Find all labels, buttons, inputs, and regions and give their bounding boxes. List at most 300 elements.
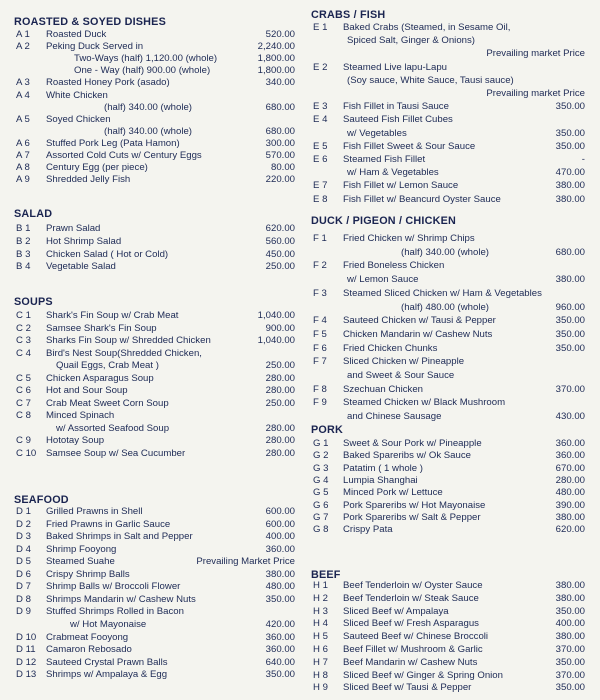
menu-item-row: [313, 141, 585, 153]
item-code: H 7: [313, 656, 328, 668]
item-price: 450.00: [265, 248, 295, 260]
item-code: G 2: [313, 450, 329, 462]
item-name: Fried Chicken w/ Shrimp Chips: [343, 233, 475, 244]
menu-item-row: [16, 138, 295, 150]
menu-item-row: [313, 682, 585, 694]
menu-item-row: [16, 632, 295, 644]
item-price: 1,800.00: [257, 65, 295, 77]
item-detail: Spiced Salt, Ginger & Onions): [347, 35, 475, 47]
item-price: 600.00: [265, 518, 295, 530]
item-code: C 5: [16, 372, 31, 384]
item-name: Shredded Jelly Fish: [46, 174, 131, 186]
item-code: C 6: [16, 385, 31, 396]
item-code: A 2: [16, 41, 30, 53]
item-name: Shrimps Mandarin w/ Cashew Nuts: [46, 593, 196, 605]
menu-item-row: [16, 594, 295, 606]
item-code: A 5: [16, 113, 30, 125]
item-price: 350.00: [555, 605, 585, 617]
menu-item-row: [313, 101, 585, 113]
item-detail: (half) 480.00 (whole): [401, 301, 489, 313]
item-code: D 10: [16, 631, 37, 643]
item-code: D 12: [16, 656, 37, 668]
item-detail: w/ Assorted Seafood Soup: [56, 422, 170, 434]
item-price: 370.00: [555, 669, 585, 681]
item-code: E 3: [313, 101, 328, 113]
menu-item-row: [16, 544, 295, 556]
item-detail: w/ Ham & Vegetables: [347, 167, 439, 179]
menu-item-row: [313, 62, 585, 74]
section-title: SEAFOOD: [14, 494, 69, 506]
item-name: Fried Chicken Chunks: [343, 342, 438, 354]
item-code: G 8: [313, 524, 329, 536]
menu-item-row: [313, 463, 585, 475]
menu-item-row: [313, 475, 585, 487]
item-name: Shark's Fin Soup w/ Crab Meat: [46, 310, 179, 321]
menu-item-row: [313, 167, 585, 179]
item-price: 280.00: [265, 372, 295, 384]
menu-item-row: [313, 194, 585, 206]
item-code: A 3: [16, 77, 30, 89]
section-title: DUCK / PIGEON / CHICKEN: [311, 215, 456, 227]
item-code: B 4: [16, 261, 31, 273]
item-detail: One - Way (half) 900.00 (whole): [74, 65, 211, 77]
item-code: C 8: [16, 410, 31, 421]
item-price: 380.00: [555, 180, 585, 192]
menu-item-row: [313, 75, 585, 87]
menu-item-row: [16, 360, 295, 372]
item-name: Hot Shrimp Salad: [46, 235, 122, 247]
item-detail: w/ Hot Mayonaise: [70, 619, 147, 630]
item-price: 80.00: [270, 162, 295, 174]
menu-item-row: [16, 619, 295, 631]
section-title: PORK: [311, 424, 343, 436]
item-price: 470.00: [555, 167, 585, 179]
item-price: 430.00: [555, 411, 585, 423]
item-detail: (half) 340.00 (whole): [401, 246, 489, 258]
item-code: E 1: [313, 22, 328, 33]
item-code: H 9: [313, 682, 328, 694]
item-price: Prevailing Market Price: [196, 556, 295, 568]
item-name: Chicken Salad ( Hot or Cold): [46, 248, 169, 260]
menu-item-row: [313, 35, 585, 47]
menu-item-row: [313, 88, 585, 100]
item-code: E 6: [313, 154, 328, 165]
menu-item-row: [313, 274, 585, 286]
menu-item-row: [16, 556, 295, 568]
menu-item-row: [16, 174, 295, 186]
item-price: 670.00: [555, 462, 585, 474]
menu-item-row: [313, 512, 585, 524]
menu-item-row: [16, 581, 295, 593]
menu-item-row: [16, 65, 295, 77]
menu-item-row: [16, 398, 295, 410]
item-price: 350.00: [555, 682, 585, 694]
item-price: 280.00: [265, 447, 295, 459]
item-price: 350.00: [555, 656, 585, 668]
item-price: 350.00: [555, 101, 585, 113]
item-code: E 5: [313, 140, 328, 152]
menu-item-row: [16, 435, 295, 447]
item-name: Szechuan Chicken: [343, 383, 423, 395]
item-detail: Two-Ways (half) 1,120.00 (whole): [74, 53, 218, 65]
item-price: 280.00: [265, 422, 295, 434]
item-code: E 7: [313, 180, 328, 192]
item-name: Crispy Shrimp Balls: [46, 568, 130, 580]
item-price: 1,800.00: [257, 53, 295, 65]
item-name: Sauteed Chicken w/ Tausi & Pepper: [343, 315, 496, 327]
item-price: 400.00: [555, 618, 585, 630]
menu-item-row: [313, 356, 585, 368]
item-price: 350.00: [555, 140, 585, 152]
item-code: A 6: [16, 137, 30, 149]
menu-item-row: [313, 180, 585, 192]
item-name: Sauteed Beef w/ Chinese Broccoli: [343, 631, 489, 643]
item-price: 360.00: [555, 438, 585, 449]
item-code: G 5: [313, 487, 329, 499]
item-price: 380.00: [265, 568, 295, 580]
item-price: 380.00: [555, 274, 585, 286]
menu-item-row: [313, 618, 585, 630]
item-code: D 4: [16, 543, 31, 555]
item-name: Fish Fillet w/ Beancurd Oyster Sauce: [343, 193, 501, 205]
item-code: D 9: [16, 606, 31, 618]
item-price: 400.00: [265, 531, 295, 543]
item-detail: w/ Lemon Sauce: [347, 274, 419, 286]
item-detail: and Chinese Sausage: [347, 411, 442, 423]
item-name: Fish Fillet w/ Lemon Sauce: [343, 180, 459, 192]
menu-item-row: [313, 384, 585, 396]
item-code: A 9: [16, 174, 30, 186]
item-code: H 2: [313, 592, 328, 604]
item-name: Chicken Asparagus Soup: [46, 372, 154, 384]
item-name: Roasted Duck: [46, 29, 107, 40]
item-detail: and Sweet & Sour Sauce: [347, 370, 455, 381]
menu-item-row: [313, 606, 585, 618]
item-name: Fried Boneless Chicken: [343, 260, 445, 272]
item-name: Pork Spareribs w/ Salt & Pepper: [343, 511, 481, 523]
item-price: 370.00: [555, 644, 585, 655]
item-name: Sliced Beef w/ Fresh Asparagus: [343, 618, 479, 630]
menu-item-row: [313, 260, 585, 272]
item-code: E 8: [313, 193, 328, 205]
item-code: A 1: [16, 29, 30, 40]
item-code: H 8: [313, 669, 328, 681]
item-price: 1,040.00: [257, 310, 295, 321]
item-price: 620.00: [555, 524, 585, 536]
item-name: Vegetable Salad: [46, 261, 116, 273]
menu-item-row: [16, 310, 295, 322]
menu-item-row: [313, 411, 585, 423]
item-code: F 9: [313, 397, 327, 409]
item-price: 250.00: [265, 360, 295, 371]
item-price: 480.00: [265, 581, 295, 593]
item-name: Sauteed Fish Fillet Cubes: [343, 114, 453, 126]
menu-item-row: [313, 580, 585, 592]
item-code: F 2: [313, 260, 327, 272]
menu-item-row: [16, 335, 295, 347]
menu-item-row: [16, 569, 295, 581]
item-code: H 4: [313, 618, 328, 630]
item-price: 900.00: [265, 322, 295, 334]
section-title: BEEF: [311, 569, 341, 581]
item-price: 350.00: [555, 328, 585, 340]
menu-item-row: [16, 519, 295, 531]
menu-item-row: [313, 487, 585, 499]
item-name: Pork Spareribs w/ Hot Mayonaise: [343, 499, 486, 511]
item-price: Prevailing market Price: [486, 88, 585, 99]
item-price: 300.00: [265, 137, 295, 149]
item-name: Roasted Honey Pork (asado): [46, 77, 170, 89]
item-code: C 10: [16, 447, 37, 459]
item-name: Stuffed Pork Leg (Pata Hamon): [46, 137, 180, 149]
item-name: Lumpia Shanghai: [343, 474, 418, 486]
menu-item-row: [16, 261, 295, 273]
item-price: 560.00: [265, 235, 295, 247]
item-code: A 7: [16, 150, 30, 161]
item-price: 360.00: [265, 644, 295, 655]
item-name: Steamed Sliced Chicken w/ Ham & Vegetables: [343, 287, 542, 299]
menu-item-row: [313, 593, 585, 605]
item-price: 250.00: [265, 261, 295, 273]
item-price: 350.00: [555, 127, 585, 139]
item-code: D 1: [16, 506, 31, 517]
item-price: 520.00: [265, 29, 295, 40]
menu-item-row: [16, 644, 295, 656]
item-price: 600.00: [265, 506, 295, 517]
section-title: CRABS / FISH: [311, 9, 386, 21]
item-price: 380.00: [555, 580, 585, 591]
item-code: H 3: [313, 605, 328, 617]
item-price: 360.00: [555, 450, 585, 462]
menu-item-row: [16, 606, 295, 618]
item-code: D 13: [16, 669, 37, 681]
item-detail: w/ Vegetables: [347, 127, 407, 139]
menu-item-row: [16, 423, 295, 435]
menu-item-row: [16, 448, 295, 460]
section-title: ROASTED & SOYED DISHES: [14, 16, 166, 28]
menu-column-right: [303, 0, 598, 700]
item-price: 350.00: [265, 669, 295, 681]
item-name: Chicken Mandarin w/ Cashew Nuts: [343, 328, 493, 340]
item-price: 680.00: [555, 246, 585, 258]
menu-item-row: [313, 644, 585, 656]
item-code: F 5: [313, 328, 327, 340]
item-code: F 7: [313, 356, 327, 368]
menu-item-row: [313, 154, 585, 166]
item-price: 680.00: [265, 125, 295, 137]
item-code: D 11: [16, 644, 36, 655]
item-name: Sweet & Sour Pork w/ Pineapple: [343, 438, 482, 449]
item-price: 640.00: [265, 656, 295, 668]
item-price: 350.00: [265, 593, 295, 605]
menu-item-row: [16, 29, 295, 41]
section-title: SOUPS: [14, 296, 53, 308]
item-code: C 4: [16, 347, 31, 359]
item-name: Shrimp Fooyong: [46, 543, 117, 555]
menu-item-row: [16, 373, 295, 385]
menu-item-row: [16, 323, 295, 335]
item-code: H 6: [313, 644, 328, 655]
item-code: F 6: [313, 342, 327, 354]
item-name: Crab Meat Sweet Corn Soup: [46, 397, 169, 409]
menu-item-row: [16, 150, 295, 162]
item-price: Prevailing market Price: [486, 48, 585, 60]
item-name: Fish Fillet in Tausi Sauce: [343, 101, 449, 113]
menu-item-row: [313, 500, 585, 512]
item-price: 250.00: [265, 397, 295, 409]
menu-item-row: [313, 524, 585, 536]
item-price: 390.00: [555, 499, 585, 511]
item-name: Hot and Sour Soup: [46, 385, 128, 396]
item-price: 340.00: [265, 77, 295, 89]
menu-item-row: [16, 506, 295, 518]
item-code: D 5: [16, 556, 31, 568]
item-detail: Quail Eggs, Crab Meat ): [56, 360, 159, 371]
item-name: Minced Pork w/ Lettuce: [343, 487, 443, 499]
item-name: White Chicken: [46, 89, 108, 101]
item-code: G 4: [313, 474, 329, 486]
item-code: G 1: [313, 438, 329, 449]
item-name: Century Egg (per piece): [46, 162, 148, 174]
item-code: C 9: [16, 435, 31, 446]
item-price: 680.00: [265, 101, 295, 113]
item-code: C 2: [16, 322, 31, 334]
item-name: Fish Fillet Sweet & Sour Sauce: [343, 140, 476, 152]
item-name: Samsee Shark's Fin Soup: [46, 322, 157, 334]
menu-item-row: [16, 249, 295, 261]
item-price: 380.00: [555, 193, 585, 205]
menu-item-row: [16, 669, 295, 681]
item-detail: (Soy sauce, White Sauce, Tausi sauce): [347, 74, 514, 86]
item-price: 960.00: [555, 301, 585, 313]
menu-item-row: [16, 348, 295, 360]
item-name: Shrimp Balls w/ Broccoli Flower: [46, 581, 181, 593]
item-name: Sliced Beef w/ Ginger & Spring Onion: [343, 669, 503, 681]
item-code: F 8: [313, 383, 327, 395]
item-code: C 3: [16, 335, 31, 346]
item-price: 350.00: [555, 342, 585, 354]
item-price: 2,240.00: [257, 41, 295, 53]
item-name: Crabmeat Fooyong: [46, 631, 129, 643]
menu-item-row: [16, 102, 295, 114]
item-name: Baked Crabs (Steamed, in Sesame Oil,: [343, 22, 511, 33]
item-price: -: [581, 154, 585, 165]
item-name: Stuffed Shrimps Rolled in Bacon: [46, 606, 184, 618]
item-name: Soyed Chicken: [46, 113, 111, 125]
menu-item-row: [313, 438, 585, 450]
item-price: 280.00: [265, 385, 295, 396]
menu-item-row: [313, 397, 585, 409]
item-price: 380.00: [555, 511, 585, 523]
item-code: G 7: [313, 511, 329, 523]
item-code: H 1: [313, 580, 328, 591]
item-price: 280.00: [555, 474, 585, 486]
menu-item-row: [16, 90, 295, 102]
item-name: Patatim ( 1 whole ): [343, 462, 423, 474]
item-code: D 6: [16, 568, 31, 580]
menu-item-row: [16, 657, 295, 669]
item-code: B 1: [16, 223, 31, 234]
item-name: Sliced Chicken w/ Pineapple: [343, 356, 465, 368]
menu-item-row: [313, 450, 585, 462]
item-name: Camaron Rebosado: [46, 644, 132, 655]
item-code: B 2: [16, 235, 31, 247]
item-price: 360.00: [265, 631, 295, 643]
menu-item-row: [313, 288, 585, 300]
item-price: 220.00: [265, 174, 295, 186]
item-name: Sauteed Crystal Prawn Balls: [46, 656, 168, 668]
item-name: Peking Duck Served in: [46, 41, 144, 53]
menu-item-row: [16, 223, 295, 235]
menu-item-row: [313, 128, 585, 140]
item-name: Steamed Live lapu-Lapu: [343, 61, 448, 73]
item-name: Minced Spinach: [46, 410, 115, 421]
item-name: Steamed Fish Fillet: [343, 154, 426, 165]
item-name: Beef Fillet w/ Mushroom & Garlic: [343, 644, 483, 655]
menu-item-row: [313, 670, 585, 682]
item-code: C 1: [16, 310, 31, 321]
menu-item-row: [16, 77, 295, 89]
item-name: Prawn Salad: [46, 223, 101, 234]
item-detail: (half) 340.00 (whole): [104, 125, 192, 137]
item-price: 1,040.00: [257, 335, 295, 346]
menu-item-row: [313, 329, 585, 341]
item-detail: (half) 340.00 (whole): [104, 101, 192, 113]
menu-item-row: [16, 531, 295, 543]
item-price: 620.00: [265, 223, 295, 234]
menu-item-row: [16, 41, 295, 53]
item-name: Sliced Beef w/ Ampalaya: [343, 605, 449, 617]
item-code: G 6: [313, 499, 329, 511]
item-code: E 4: [313, 114, 328, 126]
item-code: B 3: [16, 248, 31, 260]
item-name: Shrimps w/ Ampalaya & Egg: [46, 669, 168, 681]
item-code: G 3: [313, 462, 329, 474]
menu-item-row: [313, 657, 585, 669]
item-code: F 1: [313, 233, 327, 244]
item-name: Baked Shrimps in Salt and Pepper: [46, 531, 193, 543]
item-code: F 4: [313, 315, 327, 327]
item-name: Sliced Beef w/ Tausi & Pepper: [343, 682, 472, 694]
item-code: A 8: [16, 162, 30, 174]
item-name: Sharks Fin Soup w/ Shredded Chicken: [46, 335, 211, 346]
menu-item-row: [16, 385, 295, 397]
item-price: 280.00: [265, 435, 295, 446]
item-name: Grilled Prawns in Shell: [46, 506, 143, 517]
item-price: 380.00: [555, 631, 585, 643]
item-name: Hototay Soup: [46, 435, 105, 446]
item-price: 380.00: [555, 592, 585, 604]
menu-item-row: [16, 162, 295, 174]
item-name: Assorted Cold Cuts w/ Century Eggs: [46, 150, 202, 161]
item-code: D 8: [16, 593, 31, 605]
item-name: Crispy Pata: [343, 524, 393, 536]
menu-item-row: [313, 114, 585, 126]
menu-item-row: [16, 410, 295, 422]
item-name: Fried Prawns in Garlic Sauce: [46, 518, 171, 530]
menu-item-row: [313, 343, 585, 355]
menu-item-row: [313, 22, 585, 34]
item-code: D 3: [16, 531, 31, 543]
menu-item-row: [313, 48, 585, 60]
item-code: F 3: [313, 287, 327, 299]
menu-item-row: [16, 53, 295, 65]
item-name: Steamed Suahe: [46, 556, 115, 568]
item-code: H 5: [313, 631, 328, 643]
item-code: D 7: [16, 581, 31, 593]
item-price: 420.00: [265, 619, 295, 630]
item-price: 370.00: [555, 383, 585, 395]
